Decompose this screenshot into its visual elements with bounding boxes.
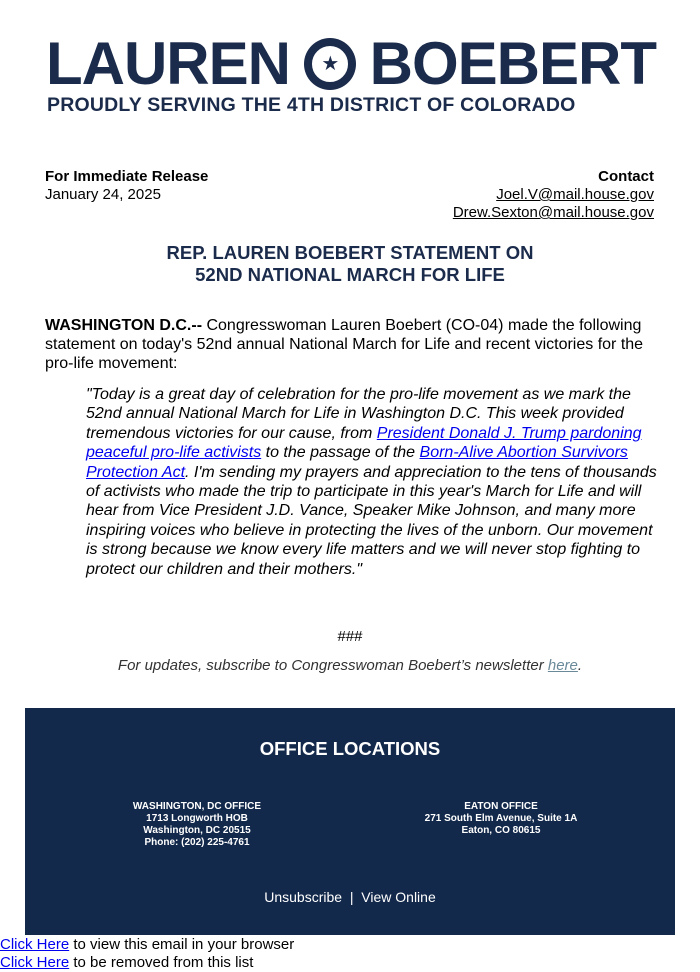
- quote-text-3: . I'm sending my prayers and appreciation to the tens of thousands of activists who made the trip to participate in this year's March for Life and will hear from Vice President J.D. Vance, Speaker Mike Johnson, and many more inspiring voices who believe in protecting the lives of the unborn. Our movement is strong because we know every life matters and we will never stop fighting to protect our children and their mothers.": [86, 463, 657, 578]
- dc-office-address-1: 1713 Longworth HOB: [146, 813, 248, 824]
- lede-paragraph: [45, 316, 657, 373]
- bottom-links: [0, 936, 294, 972]
- dc-office-address-2: Washington, DC 20515: [143, 825, 251, 836]
- statement-quote: [86, 385, 666, 579]
- view-in-browser-link[interactable]: Click Here: [0, 936, 70, 953]
- footer-links: [25, 889, 675, 905]
- quote-text-1: "Today is a great day of celebration for the pro-life movement as we mark the 52nd annual National March for Life in Washington D.C. This week provided tremendous victories for our cause, from: [86, 386, 631, 442]
- contact-label: Contact: [598, 168, 654, 185]
- headline: [0, 242, 700, 286]
- house-seal-icon: ★: [304, 38, 356, 90]
- view-in-browser-text: to view this email in your browser: [69, 936, 295, 953]
- quote-text-2: to the passage of the: [261, 444, 420, 462]
- view-online-link[interactable]: View Online: [361, 889, 436, 905]
- newsletter-note: [0, 657, 700, 674]
- newsletter-link[interactable]: here: [547, 657, 578, 674]
- footer-separator: |: [349, 889, 354, 905]
- eaton-office-name: EATON OFFICE: [464, 801, 538, 812]
- name-first: LAUREN: [46, 30, 290, 97]
- release-date: January 24, 2025: [45, 186, 161, 203]
- born-alive-act-link[interactable]: Born-Alive Abortion Survivors Protection Act: [86, 444, 628, 481]
- dc-office-phone: Phone: (202) 225-4761: [144, 837, 250, 848]
- lede-text: Congresswoman Lauren Boebert (CO-04) made the following statement on today's 52nd annual National March for Life and recent victories for the pro-life movement:: [45, 317, 644, 372]
- remove-from-list-text: to be removed from this list: [69, 954, 254, 971]
- dc-office: [77, 801, 317, 849]
- unsubscribe-link[interactable]: Unsubscribe: [264, 889, 343, 905]
- name-last: BOEBERT: [369, 30, 656, 97]
- end-mark: ###: [337, 628, 363, 645]
- release-label: For Immediate Release: [45, 168, 209, 185]
- masthead-name: [46, 30, 656, 97]
- footer: [25, 708, 675, 935]
- newsletter-suffix: .: [577, 657, 583, 674]
- remove-from-list-link[interactable]: Click Here: [0, 954, 70, 971]
- dc-office-name: WASHINGTON, DC OFFICE: [132, 801, 262, 812]
- dateline: WASHINGTON D.C.--: [45, 317, 203, 334]
- eaton-office: [381, 801, 621, 837]
- eaton-office-address-1: 271 South Elm Avenue, Suite 1A: [424, 813, 578, 824]
- contact-email-drew[interactable]: Drew.Sexton@mail.house.gov: [452, 204, 654, 221]
- headline-line-1: REP. LAUREN BOEBERT STATEMENT ON: [166, 242, 534, 263]
- trump-pardon-link[interactable]: President Donald J. Trump pardoning peaceful pro-life activists: [86, 424, 642, 462]
- tagline: PROUDLY SERVING THE 4TH DISTRICT OF COLORADO: [47, 94, 576, 116]
- contact-email-joel[interactable]: Joel.V@mail.house.gov: [496, 186, 654, 203]
- eaton-office-address-2: Eaton, CO 80615: [461, 825, 541, 836]
- newsletter-text: For updates, subscribe to Congresswoman Boebert’s newsletter: [117, 657, 548, 674]
- headline-line-2: 52ND NATIONAL MARCH FOR LIFE: [195, 264, 505, 285]
- office-locations-title: OFFICE LOCATIONS: [259, 738, 441, 759]
